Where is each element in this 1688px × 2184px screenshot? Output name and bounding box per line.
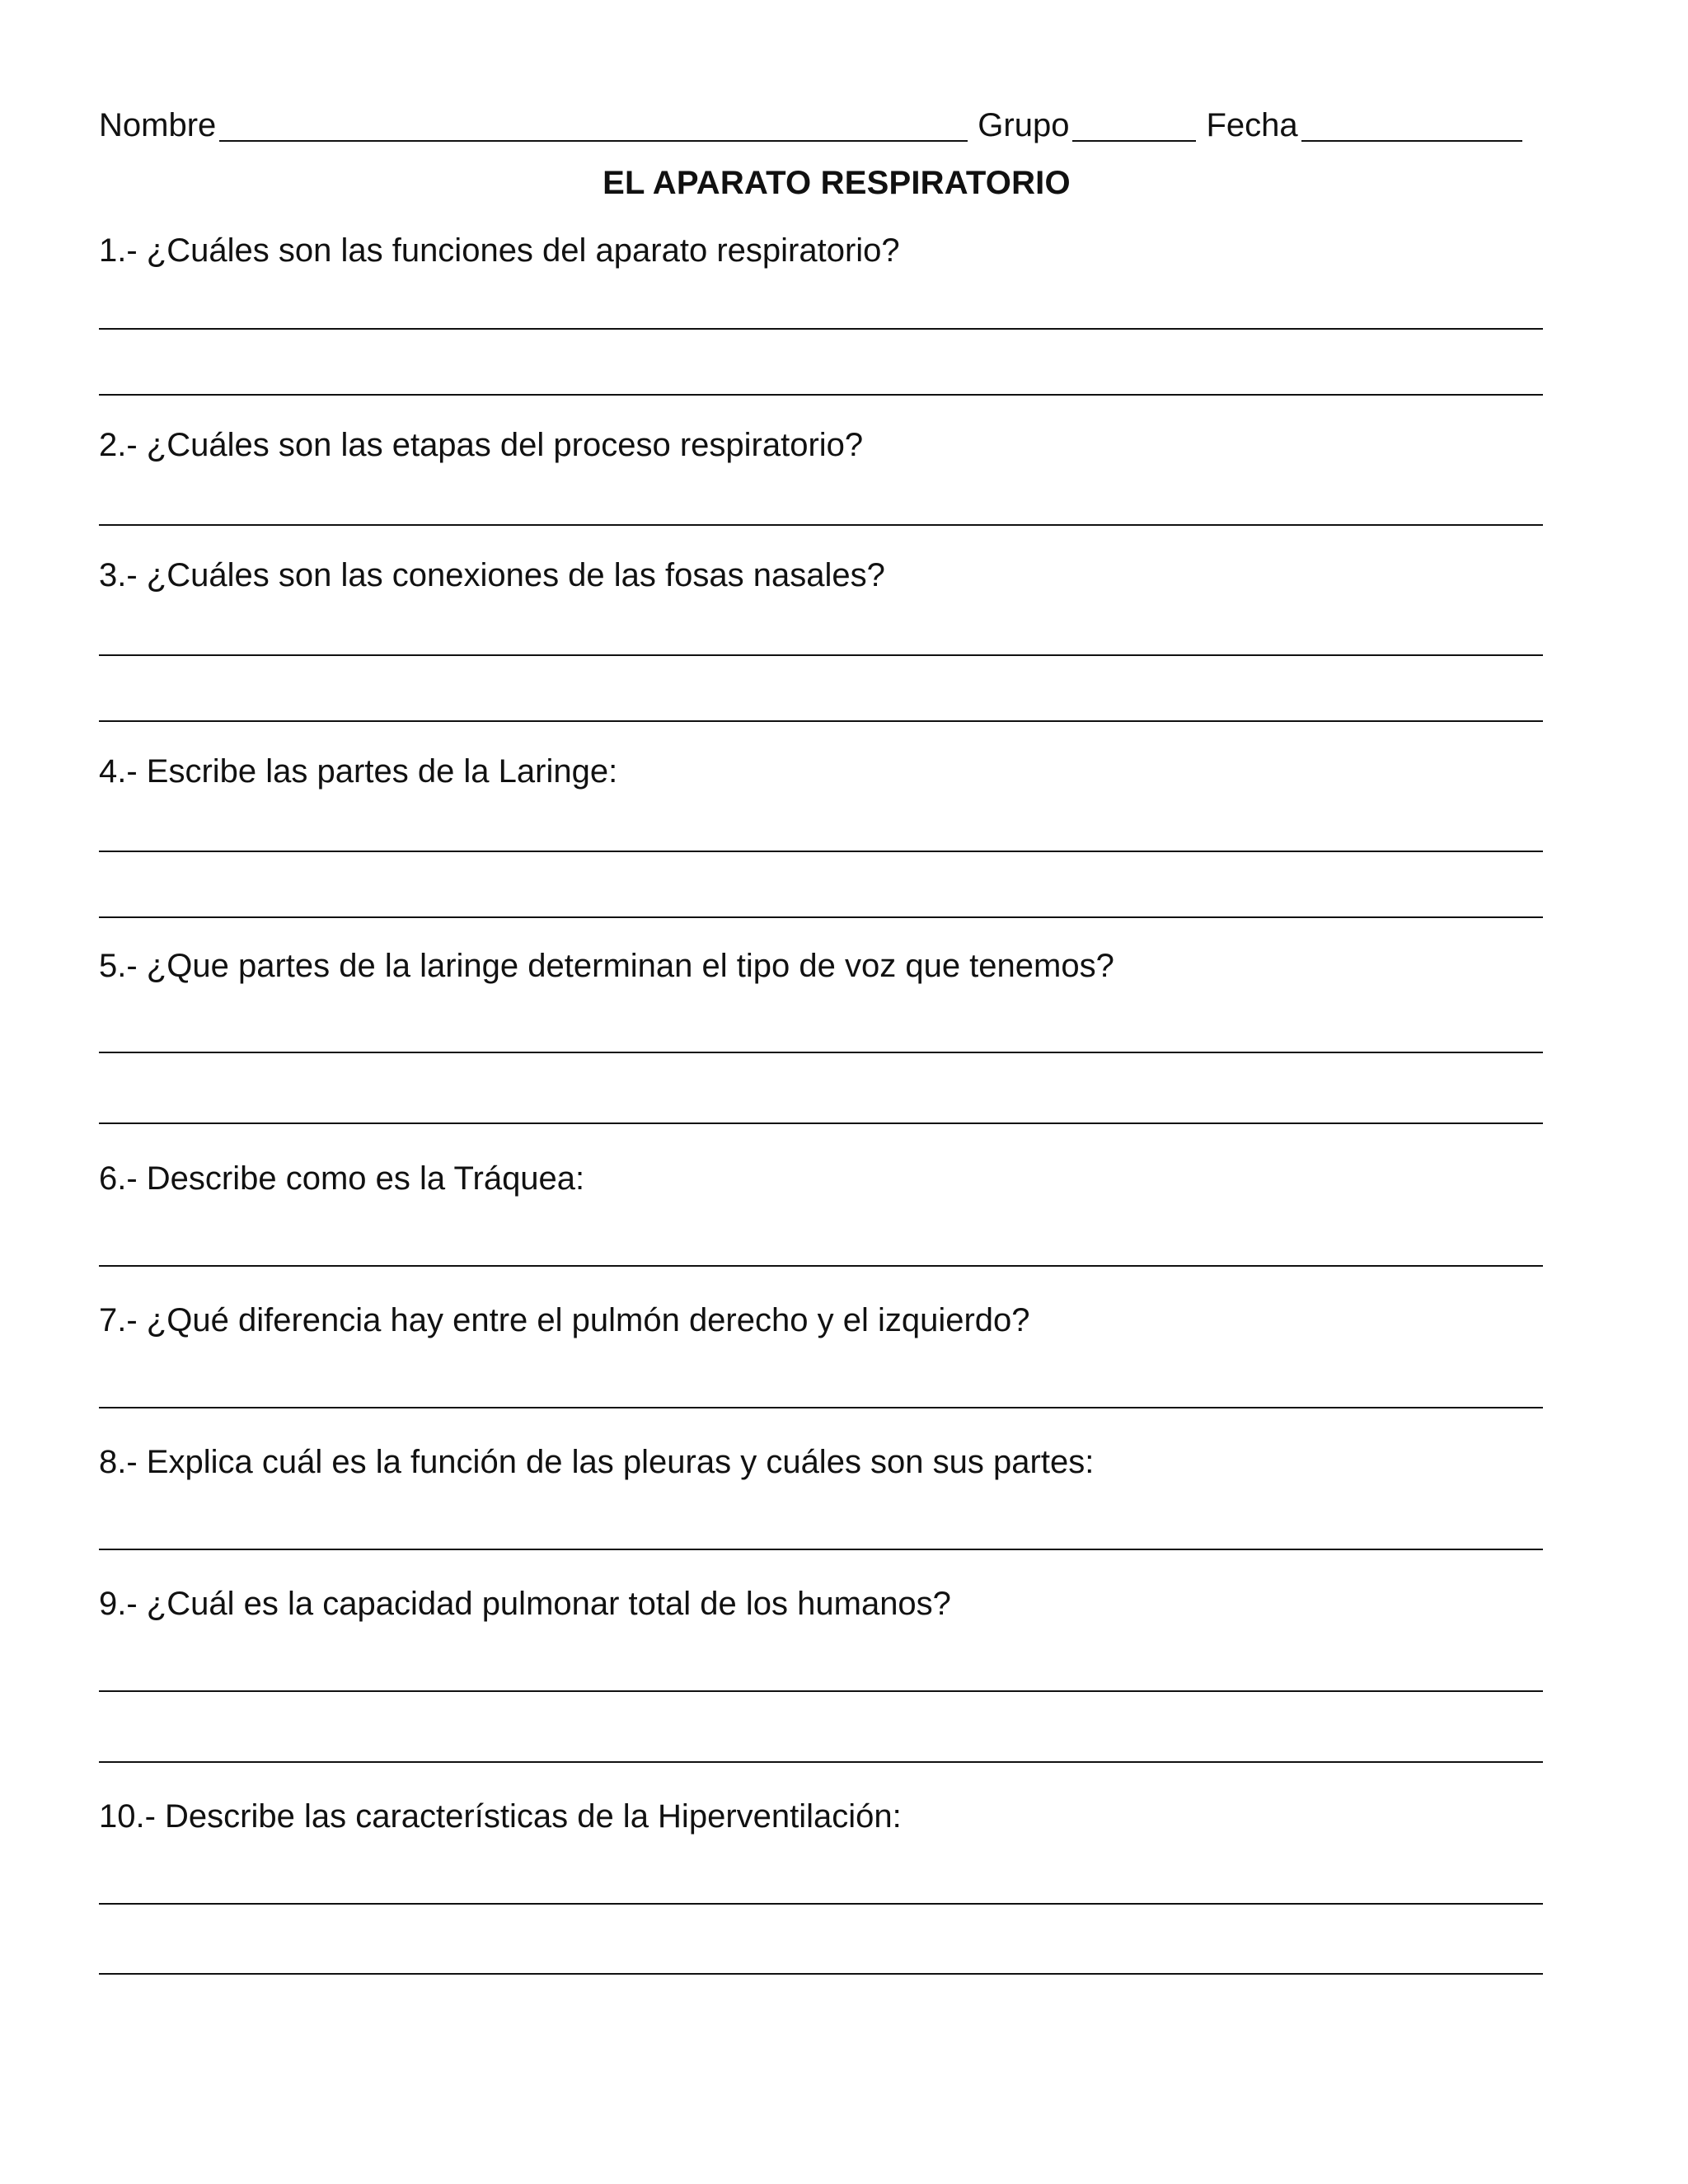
question-4: 4.- Escribe las partes de la Laringe: <box>99 753 618 790</box>
question-6: 6.- Describe como es la Tráquea: <box>99 1160 585 1197</box>
answer-line-q9-2[interactable] <box>99 1761 1543 1763</box>
answer-line-q10-1[interactable] <box>99 1903 1543 1905</box>
header-row <box>99 96 1533 142</box>
name-label: Nombre <box>99 107 217 143</box>
date-label: Fecha <box>1206 107 1298 143</box>
question-1: 1.- ¿Cuáles son las funciones del aparato respiratorio? <box>99 232 900 269</box>
question-3: 3.- ¿Cuáles son las conexiones de las fosas nasales? <box>99 557 885 593</box>
answer-line-q2-1[interactable] <box>99 524 1543 526</box>
answer-line-q9-1[interactable] <box>99 1690 1543 1692</box>
answer-line-q7-1[interactable] <box>99 1407 1543 1408</box>
group-blank-field[interactable] <box>1072 104 1196 142</box>
question-8: 8.- Explica cuál es la función de las pleuras y cuáles son sus partes: <box>99 1444 1095 1480</box>
answer-line-q5-1[interactable] <box>99 1052 1543 1053</box>
answer-line-q6-1[interactable] <box>99 1265 1543 1267</box>
answer-line-q10-2[interactable] <box>99 1973 1543 1975</box>
question-5: 5.- ¿Que partes de la laringe determinan el tipo de voz que tenemos? <box>99 948 1114 984</box>
answer-line-q1-1[interactable] <box>99 328 1543 330</box>
answer-line-q3-2[interactable] <box>99 720 1543 722</box>
group-label: Grupo <box>978 107 1070 143</box>
question-2: 2.- ¿Cuáles son las etapas del proceso respiratorio? <box>99 427 864 463</box>
name-blank-field[interactable] <box>219 104 968 142</box>
question-10: 10.- Describe las características de la Hiperventilación: <box>99 1798 902 1835</box>
answer-line-q1-2[interactable] <box>99 394 1543 396</box>
date-blank-field[interactable] <box>1301 104 1522 142</box>
answer-line-q4-1[interactable] <box>99 851 1543 852</box>
answer-line-q4-2[interactable] <box>99 916 1543 918</box>
page-title: EL APARATO RESPIRATORIO <box>603 165 1071 201</box>
answer-line-q5-2[interactable] <box>99 1122 1543 1124</box>
question-7: 7.- ¿Qué diferencia hay entre el pulmón derecho y el izquierdo? <box>99 1302 1030 1338</box>
answer-line-q3-1[interactable] <box>99 654 1543 656</box>
answer-line-q8-1[interactable] <box>99 1549 1543 1550</box>
question-9: 9.- ¿Cuál es la capacidad pulmonar total de los humanos? <box>99 1586 951 1622</box>
